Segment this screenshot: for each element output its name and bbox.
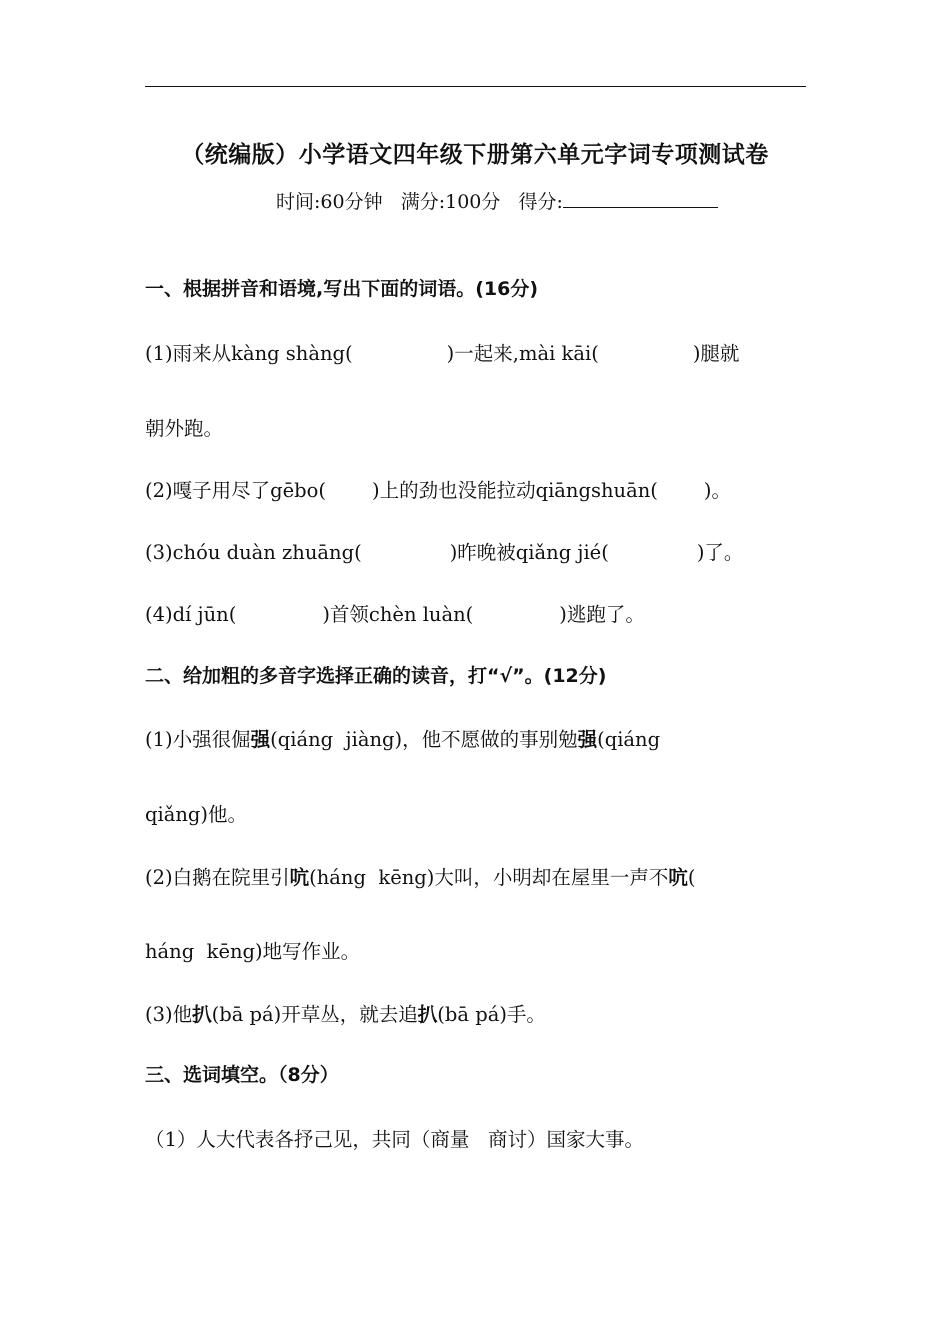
s1-question-2: (2)嘎子用尽了gēbo( )上的劲也没能拉动qiāngshuān( )。 xyxy=(145,479,732,502)
s1-question-1: (1)雨来从kàng shàng( )一起来,mài kāi( )腿就 xyxy=(145,342,740,365)
score-label: 得分: xyxy=(518,191,563,213)
s2-question-2-cont[interactable]: háng kēng)地写作业。 xyxy=(145,940,361,963)
s2-question-2: (2)白鹅在院里引吭(háng kēng)大叫，小明却在屋里一声不吭( xyxy=(145,866,696,889)
section3-heading: 三、选词填空。（8分） xyxy=(145,1064,339,1086)
header-rule xyxy=(145,86,806,87)
s2-question-1: (1)小强很倔强(qiáng jiàng)，他不愿做的事别勉强(qiáng xyxy=(145,728,661,751)
polyphone-char: 强 xyxy=(250,728,271,751)
s1-question-1-cont: 朝外跑。 xyxy=(145,417,224,440)
time-limit: 时间:60分钟 xyxy=(276,191,383,213)
exam-meta xyxy=(276,187,718,214)
polyphone-char: 吭 xyxy=(668,866,688,889)
score-blank[interactable] xyxy=(563,193,718,208)
s3-question-1[interactable]: （1）人大代表各抒己见，共同（商量 商讨）国家大事。 xyxy=(145,1128,645,1151)
s2-question-1-cont[interactable]: qiǎng)他。 xyxy=(145,803,247,826)
s1-question-3: (3)chóu duàn zhuāng( )昨晚被qiǎng jié( )了。 xyxy=(145,541,744,564)
s2-question-3: (3)他扒(bā pá)开草丛，就去追扒(bā pá)手。 xyxy=(145,1003,546,1026)
page-title: （统编版）小学语文四年级下册第六单元字词专项测试卷 xyxy=(181,142,769,168)
full-score: 满分:100分 xyxy=(400,191,501,213)
section2-heading: 二、给加粗的多音字选择正确的读音，打“√”。(12分) xyxy=(145,665,607,687)
polyphone-char: 扒 xyxy=(417,1003,438,1026)
section1-heading: 一、根据拼音和语境,写出下面的词语。(16分) xyxy=(145,278,539,300)
polyphone-char: 吭 xyxy=(289,866,310,889)
polyphone-char: 扒 xyxy=(192,1003,212,1026)
polyphone-char: 强 xyxy=(577,728,598,751)
s1-question-4: (4)dí jūn( )首领chèn luàn( )逃跑了。 xyxy=(145,603,645,626)
